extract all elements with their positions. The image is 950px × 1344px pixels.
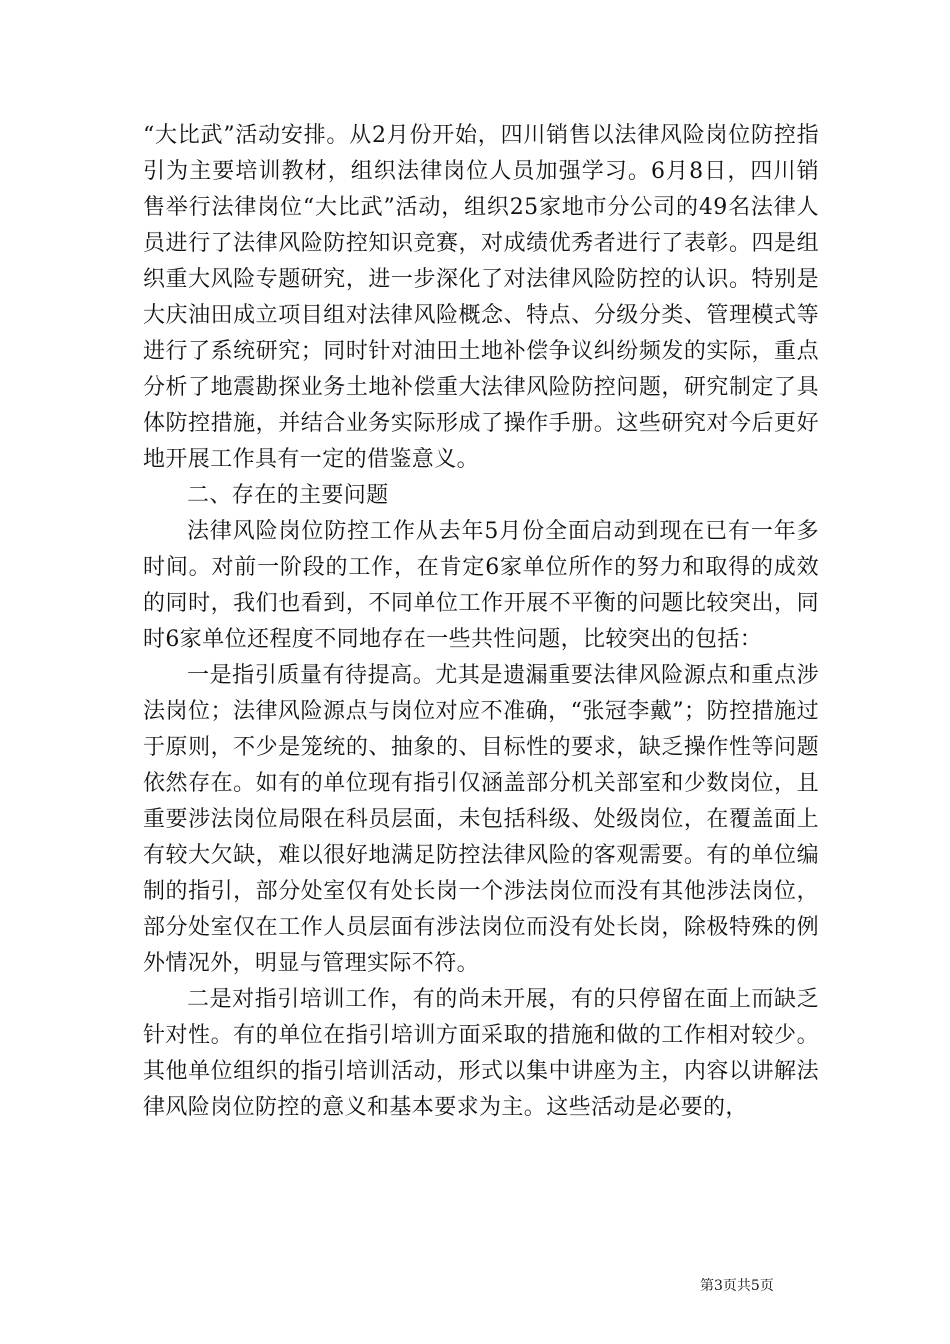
paragraph-problem-one: 一是指引质量有待提高。尤其是遗漏重要法律风险源点和重点涉法岗位；法律风险源点与岗位对应不准确，“张冠李戴”；防控措施过于原则，不少是笼统的、抽象的、目标性的要求，缺乏操作性等问题依然存在。如有的单位现有指引仅涵盖部分机关部室和少数岗位，且重要涉法岗位局限在科员层面，未包括科级、处级岗位，在覆盖面上有较大欠缺，难以很好地满足防控法律风险的客观需要。有的单位编制的指引，部分处室仅有处长岗一个涉法岗位而没有其他涉法岗位，部分处室仅在工作人员层面有涉法岗位而没有处长岗，除极特殊的例外情况外，明显与管理实际不符。 xyxy=(143,663,819,976)
paragraph-problem-two: 二是对指引培训工作，有的尚未开展，有的只停留在面上而缺乏针对性。有的单位在指引培训方面采取的措施和做的工作相对较少。其他单位组织的指引培训活动，形式以集中讲座为主，内容以讲解法律风险岗位防控的意义和基本要求为主。这些活动是必要的， xyxy=(143,987,819,1120)
document-body xyxy=(143,118,819,1126)
paragraph-problems-intro: 法律风险岗位防控工作从去年5月份全面启动到现在已有一年多时间。对前一阶段的工作，在肯定6家单位所作的努力和取得的成效的同时，我们也看到，不同单位工作开展不平衡的问题比较突出，同时6家单位还程度不同地存在一些共性问题，比较突出的包括： xyxy=(143,519,819,652)
section-heading-main-problems: 二、存在的主要问题 xyxy=(187,483,389,508)
page-number-footer: 第3页共5页 xyxy=(700,1278,774,1294)
paragraph-activities-continued: “大比武”活动安排。从2月份开始，四川销售以法律风险岗位防控指引为主要培训教材，组织法律岗位人员加强学习。6月8日，四川销售举行法律岗位“大比武”活动，组织25家地市分公司的49名法律人员进行了法律风险防控知识竞赛，对成绩优秀者进行了表彰。四是组织重大风险专题研究，进一步深化了对法律风险防控的认识。特别是大庆油田成立项目组对法律风险概念、特点、分级分类、管理模式等进行了系统研究；同时针对油田土地补偿争议纠纷频发的实际，重点分析了地震勘探业务土地补偿重大法律风险防控问题，研究制定了具体防控措施，并结合业务实际形成了操作手册。这些研究对今后更好地开展工作具有一定的借鉴意义。 xyxy=(143,123,819,472)
